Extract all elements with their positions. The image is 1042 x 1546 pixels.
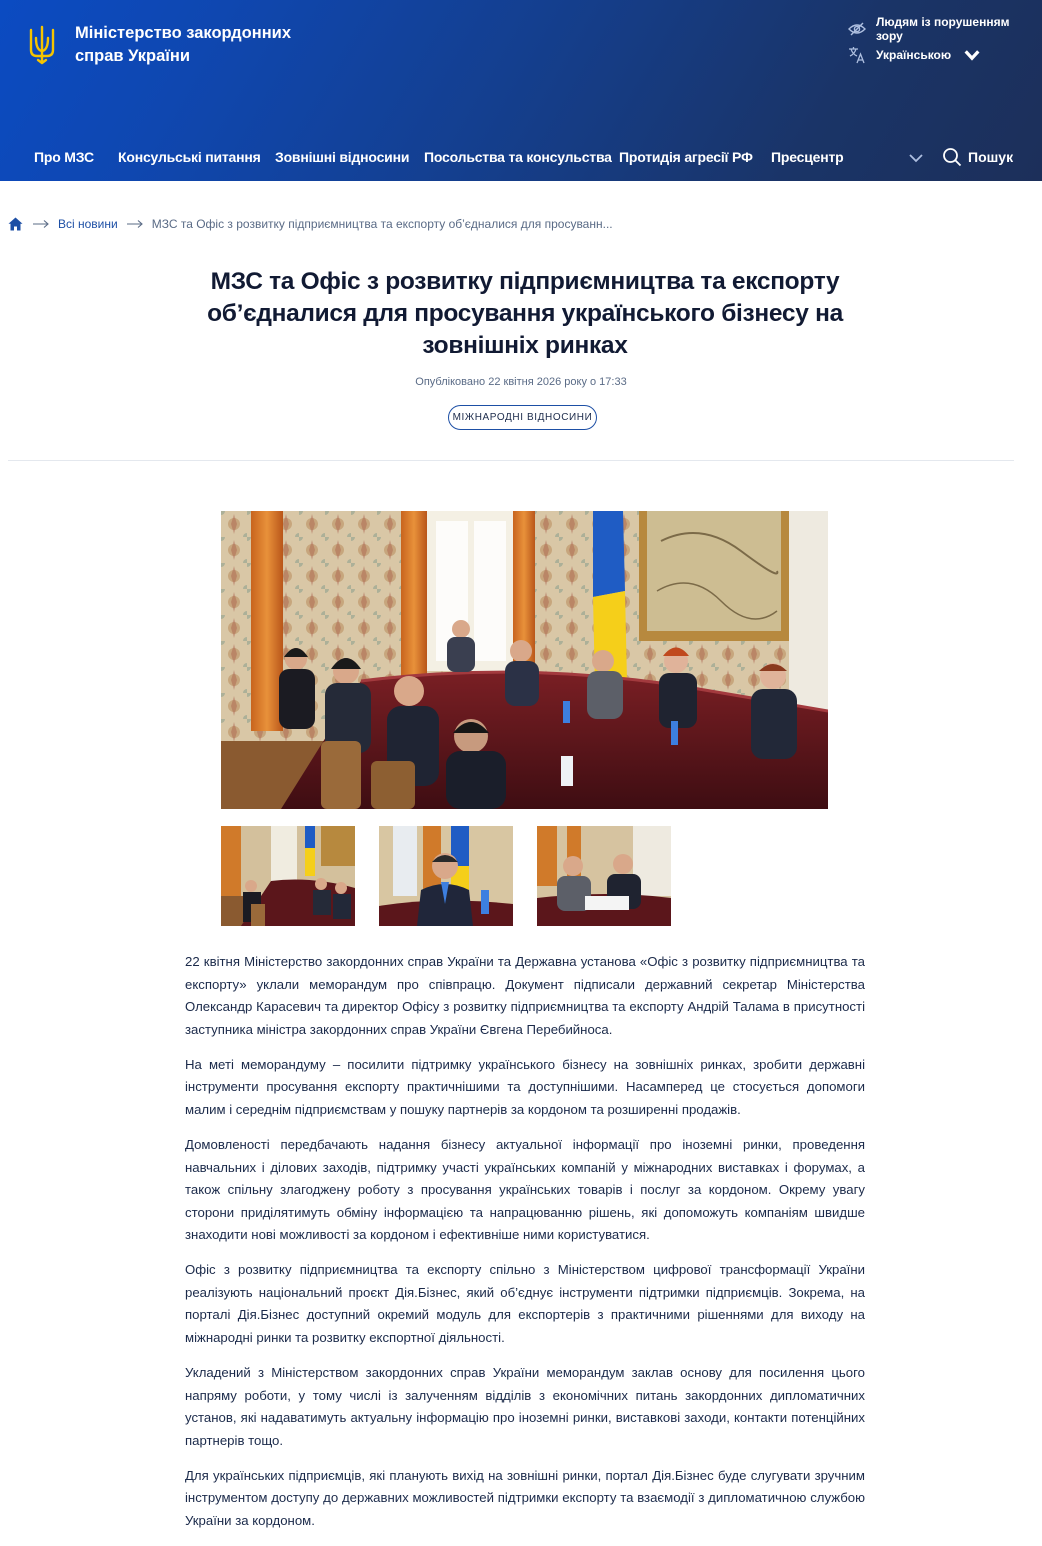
chevron-down-icon [963,46,981,64]
divider [8,460,1014,461]
article-paragraph: На меті меморандуму – посилити підтримку українського бізнесу на зовнішніх ринках, зробити державні інструменти просування експорту практичнішими та доступнішими. Насамперед це стосується допомоги малим і середнім підприємствам у пошуку партнерів за кордоном та розширенні продажів. [185,1056,865,1117]
breadcrumb-current: МЗС та Офіс з розвитку підприємництва та експорту об’єдналися для просуванн... [151,217,613,231]
nav-item-embassies[interactable]: Посольства та консульства [424,149,612,165]
gallery-thumbnail[interactable] [221,826,355,926]
nav-item-press[interactable]: Пресцентр [771,149,844,165]
accessibility-label: Людям із порушенням зору [876,15,1010,43]
gallery-thumbnail[interactable] [537,826,671,926]
main-nav [0,141,1042,173]
deputy-minister-thumbnail [379,826,513,926]
home-icon[interactable] [8,217,23,231]
site-header [0,0,1042,181]
translate-icon [848,46,866,64]
signing-thumbnail [537,826,671,926]
article-paragraph: Укладений з Міністерством закордонних справ України меморандум заклав основу для посилення цього напряму роботи, у тому числі із залученням відділів з економічних питань закордонних дипломатичних установ, які надаватимуть актуальну інформацію про іноземні ринки, виставкові заходи, контакти потенційних партнерів тощо. [185,1365,865,1448]
accessibility-link[interactable] [848,15,1038,43]
language-selector[interactable] [848,46,1038,64]
ministry-name[interactable]: Міністерство закордонних справ України [75,24,291,65]
arrow-right-icon [127,219,143,229]
arrow-right-icon [33,219,49,229]
article-paragraph: Для українських підприємців, які планують вихід на зовнішні ринки, портал Дія.Бізнес буде слугувати зручним інструментом доступу до державних можливостей підтримки експорту та взаємодії з дипломатичною службою України за кордоном. [185,1467,865,1529]
article-paragraph: Домовленості передбачають надання бізнесу актуальної інформації про іноземні ринки, проведення навчальних і ділових заходів, підтримку участі українських компаній у міжнародних виставках і форумах, а також спільну злагоджену роботу з просування українських товарів і послуг за кордоном. Окрему увагу сторони приділятимуть обміну інформацією та напрацюванню рішень, які допоможуть компаніям швидше знаходити нові можливості за кордоном і ефективніше ними користуватися. [185,1136,865,1243]
eye-icon [848,20,866,38]
nav-item-aggression[interactable]: Протидія агресії РФ [619,149,753,165]
meeting-room-photo [221,511,828,809]
published-date: Опубліковано 22 квітня 2026 року о 17:33 [415,376,627,388]
search-label: Пошук [968,149,1014,165]
category-tag[interactable]: МІЖНАРОДНІ ВІДНОСИНИ [448,405,597,430]
nav-item-foreign-relations[interactable]: Зовнішні відносини [275,149,410,165]
article-paragraph: 22 квітня Міністерство закордонних справ України та Державна установа «Офіс з розвитку підприємництва та експорту» уклали меморандум про співпрацю. Документ підписали державний секретар Міністерства Олександр Карасевич та директор Офісу з розвитку підприємництва та експорту Андрій Талама в присутності заступника міністра закордонних справ України Євгена Перебийноса. [185,954,865,1037]
breadcrumb-all-news[interactable]: Всі новини [58,217,118,231]
top-links [848,15,1038,72]
search-button[interactable] [942,147,1013,167]
article-title: МЗС та Офіс з розвитку підприємництва та експорту об’єдналися для просування українського бізнесу на зовнішніх ринках [207,268,843,359]
meeting-table-thumbnail [221,826,355,926]
chevron-down-icon[interactable] [907,151,925,165]
article-body [185,951,865,1545]
nav-item-about[interactable]: Про МЗС [34,149,94,165]
article-paragraph: Офіс з розвитку підприємництва та експорту спільно з Міністерством цифрової трансформації України реалізують національний проєкт Дія.Бізнес, який об’єднує інструменти підтримки підприємців. Зокрема, на порталі Дія.Бізнес доступний окремий модуль для експортерів з практичними рішеннями для виходу на міжнародні ринки та розвитку експортної діяльності. [185,1262,865,1346]
gallery-thumbnail[interactable] [379,826,513,926]
trident-logo-icon[interactable] [27,24,57,66]
search-icon [942,147,962,167]
language-label: Українською [876,48,952,62]
breadcrumb [8,214,613,234]
nav-item-consular[interactable]: Консульські питання [118,149,261,165]
main-photo[interactable] [221,511,828,809]
